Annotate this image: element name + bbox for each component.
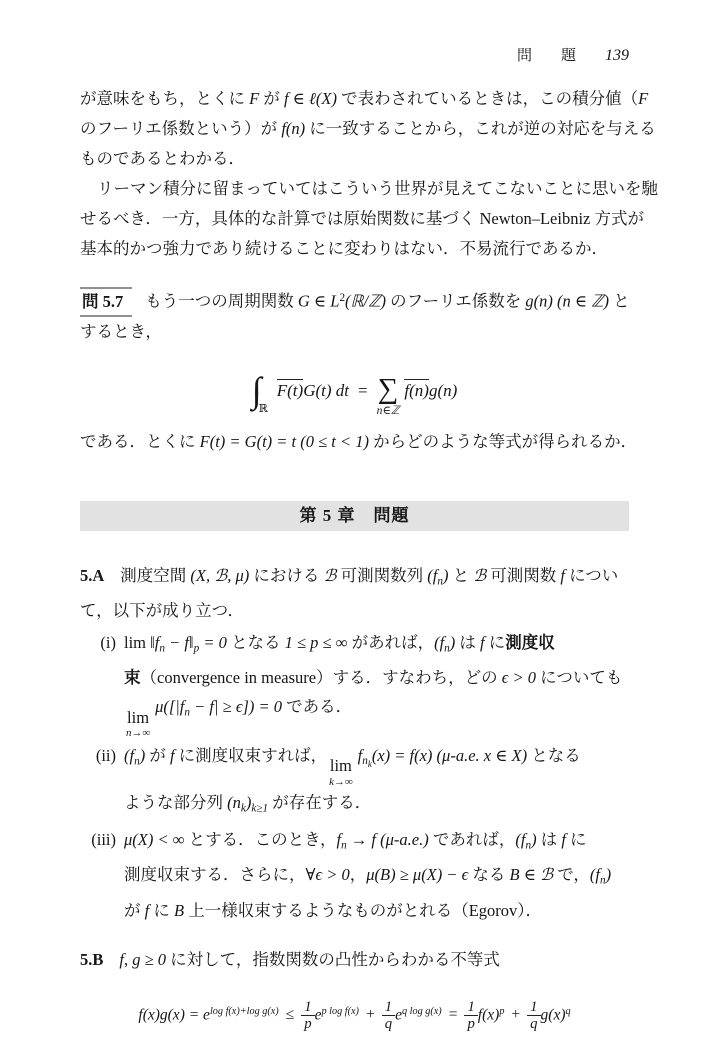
sup-seg: log f(x)+log g(x) xyxy=(209,1005,279,1017)
sup-seg: p xyxy=(499,1005,505,1017)
bold-seg: 測度収 xyxy=(505,632,555,652)
math-seg: ‖f xyxy=(150,632,160,652)
chapter-heading xyxy=(80,501,629,531)
jp-seg: せるべき．一方，具体的な計算では原始関数に基づく xyxy=(80,209,480,228)
paragraph-after-equation xyxy=(80,427,638,457)
fraction xyxy=(464,999,477,1032)
math-seg: g(n) (n ∈ ℤ) xyxy=(525,291,610,311)
integral-domain: ℝ xyxy=(258,402,268,415)
sup-seg: q log g(x) xyxy=(401,1005,442,1017)
math-seg: (ℝ/ℤ) xyxy=(345,291,386,311)
fraction-denominator: q xyxy=(530,1016,538,1033)
problem-5a-label: 5.A xyxy=(80,565,105,585)
jp-seg: が意味をもち，とくに xyxy=(80,89,250,108)
plus-sign: + xyxy=(511,1006,521,1024)
math-seg: f xyxy=(480,632,485,652)
item-ii-label: (ii) xyxy=(95,745,116,765)
text-line xyxy=(124,896,629,925)
math-seg: ϵ > 0 xyxy=(501,668,537,688)
math-seg: f xyxy=(561,829,566,849)
math-seg: μ(X) < ∞ xyxy=(124,829,185,849)
math-seg: G(t) dt xyxy=(303,380,349,400)
math-seg: (f xyxy=(515,829,526,849)
summation xyxy=(376,373,400,417)
jp-seg: につい xyxy=(565,565,619,585)
sub-seg xyxy=(362,755,372,770)
jp-seg: は xyxy=(536,829,562,849)
text-line xyxy=(80,174,658,204)
item-iii-body xyxy=(124,825,629,925)
item-i-body xyxy=(124,628,629,739)
sub-seg: k≥1 xyxy=(251,801,269,814)
text-line xyxy=(80,596,629,626)
jp-seg: となる xyxy=(527,745,581,765)
math-seg: f xyxy=(336,829,342,849)
jp-seg: 測度収束する．さらに， xyxy=(124,865,306,885)
fraction-denominator: q xyxy=(384,1016,393,1033)
sub-seg: n xyxy=(599,874,606,887)
problem-5a xyxy=(80,561,629,626)
limit-stack xyxy=(126,707,151,740)
sub-seg: n xyxy=(184,706,191,719)
math-seg: − f| ≥ ϵ]) = 0 xyxy=(190,697,283,717)
math-seg: e xyxy=(314,1006,322,1024)
math-seg: e xyxy=(395,1006,402,1024)
math-seg: ) xyxy=(449,632,456,652)
text-line xyxy=(80,317,629,347)
equals-sign: = xyxy=(357,380,368,400)
chapter-title: 第 5 章 問題 xyxy=(299,505,410,525)
math-seg: ) xyxy=(605,865,612,885)
text-line xyxy=(80,204,644,234)
math-seg: g(x) xyxy=(540,1006,566,1024)
problem-5b-label: 5.B xyxy=(80,949,104,969)
overline-term: F(t) xyxy=(276,380,304,400)
sum-index: n∈ℤ xyxy=(376,404,400,417)
math-seg: (x) = f(x) (μ-a.e. x ∈ X) xyxy=(371,745,528,765)
latin-seg: Egorov xyxy=(468,900,518,920)
jp-seg: が xyxy=(124,900,145,920)
jp-seg: ， xyxy=(349,865,367,885)
item-ii-body xyxy=(124,741,629,823)
math-seg: (f xyxy=(434,632,445,652)
latin-seg: lim xyxy=(124,632,151,652)
text-line xyxy=(124,663,629,692)
bold-seg: 束 xyxy=(124,668,141,688)
math-seg: G ∈ L xyxy=(297,291,340,311)
sub-seg: n xyxy=(444,642,450,655)
jp-seg: （ xyxy=(140,668,157,688)
jp-seg: ）する．すなわち，どの xyxy=(316,668,502,688)
math-seg: μ(B) ≥ μ(X) − ϵ xyxy=(366,865,469,885)
math-seg: f xyxy=(357,745,363,765)
math-seg: f(x) xyxy=(477,1006,500,1024)
lim-symbol: lim xyxy=(127,707,150,727)
math-seg: f(x)g(x) = e xyxy=(138,1006,210,1024)
text-line xyxy=(124,860,629,895)
jp-seg: についても xyxy=(536,668,623,688)
jp-seg: 方式が xyxy=(590,209,644,228)
math-seg: f, g ≥ 0 xyxy=(119,949,167,969)
fraction-numerator: 1 xyxy=(301,999,314,1016)
math-seg: f xyxy=(169,745,175,765)
sub-seg: n xyxy=(159,642,165,655)
page-header xyxy=(80,44,629,64)
sup-seg: q xyxy=(565,1005,571,1017)
item-i-label: (i) xyxy=(100,632,116,652)
text-line xyxy=(80,427,638,457)
jp-seg: があれば， xyxy=(347,632,435,652)
fraction xyxy=(527,999,540,1032)
problem-5-7 xyxy=(80,283,629,347)
jp-seg: ような部分列 xyxy=(124,792,228,812)
item-ii xyxy=(80,741,629,823)
sup-seg: p log f(x) xyxy=(321,1005,359,1017)
jp-seg: 基本的かつ強力であり続けることに変わりはない．不易流行であるか． xyxy=(80,239,608,258)
text-line xyxy=(124,825,629,860)
fraction-numerator: 1 xyxy=(464,999,477,1016)
text-line xyxy=(80,144,629,174)
sub-seg: n xyxy=(341,839,347,852)
text-line xyxy=(124,628,629,663)
text-line xyxy=(80,114,656,144)
integral-sign: ∫ xyxy=(251,369,262,410)
text-line xyxy=(80,234,629,264)
jp-seg: で， xyxy=(553,865,590,885)
fraction-denominator: p xyxy=(304,1016,312,1033)
fraction xyxy=(382,999,395,1032)
jp-seg: リーマン積分に留まっていてはこういう世界が見えてこないことに思いを馳 xyxy=(97,179,658,198)
paragraph-2 xyxy=(80,174,658,264)
jp-seg: が xyxy=(259,89,284,108)
jp-seg: が xyxy=(145,745,170,765)
problem-5-7-label: 問 5.7 xyxy=(80,287,132,317)
jp-seg: が存在する． xyxy=(268,792,372,812)
sub-seg: k xyxy=(240,801,246,814)
jp-seg: するとき， xyxy=(80,321,162,341)
fraction-denominator: p xyxy=(467,1016,475,1033)
jp-seg: なる xyxy=(468,865,510,885)
text-line xyxy=(124,741,629,788)
text-line xyxy=(124,692,629,739)
text-line xyxy=(80,561,629,596)
sub-seg: n xyxy=(437,574,443,587)
math-seg: 1 ≤ p ≤ ∞ xyxy=(284,632,348,652)
equals-sign: = xyxy=(448,1006,458,1024)
math-seg: f ∈ ℓ(X) xyxy=(283,89,337,108)
math-seg: B xyxy=(173,900,185,920)
jp-seg: である．とくに xyxy=(80,431,200,451)
paragraph-1 xyxy=(80,84,656,174)
lim-index: k→∞ xyxy=(329,775,353,788)
jp-seg: となる xyxy=(226,632,285,652)
text-line xyxy=(80,945,629,975)
lim-symbol: lim xyxy=(329,756,352,776)
math-seg: ) xyxy=(139,745,146,765)
math-seg: F xyxy=(249,89,260,108)
math-seg: f(n) xyxy=(281,119,306,138)
jp-seg: で表わされているときは，この積分値（ xyxy=(336,89,639,108)
lim-index: n→∞ xyxy=(126,727,151,740)
overline-term: f(n) xyxy=(404,380,429,400)
jp-seg: のフーリエ係数を xyxy=(385,291,526,311)
math-seg: ) xyxy=(531,829,537,849)
jp-seg: であれば， xyxy=(428,829,516,849)
math-seg: ) xyxy=(442,565,449,585)
item-iii xyxy=(80,825,629,925)
jp-seg: からどのような等式が得られるか． xyxy=(369,431,638,451)
math-seg: (n xyxy=(227,792,241,812)
sub-seg: p xyxy=(193,642,200,655)
sub-base: n xyxy=(362,755,368,768)
math-seg: ℬ xyxy=(323,565,337,585)
item-iii-label: (iii) xyxy=(91,829,116,849)
jp-seg: のフーリエ係数という）が xyxy=(80,119,282,138)
leq-sign: ≤ xyxy=(285,1006,295,1024)
sub-seg: n xyxy=(525,839,532,852)
jp-seg: は xyxy=(455,632,481,652)
limit-stack xyxy=(329,758,352,787)
jp-seg: に対して，指数関数の凸性からわかる不等式 xyxy=(166,949,500,969)
text-line xyxy=(80,84,649,114)
math-seg: g(n) xyxy=(428,380,458,400)
equation-young-inequality xyxy=(80,990,629,1034)
jp-seg: 可測関数 xyxy=(486,565,561,585)
jp-seg: に xyxy=(149,900,174,920)
math-seg: = 0 xyxy=(199,632,227,652)
math-seg: μ([|f xyxy=(155,697,185,717)
math-seg: − f‖ xyxy=(164,632,194,652)
problem-5b xyxy=(80,945,629,975)
latin-seg: Newton–Leibniz xyxy=(479,209,591,228)
plus-sign: + xyxy=(365,1006,375,1024)
jp-seg: に xyxy=(565,829,587,849)
jp-seg: 可測関数列 xyxy=(336,565,428,585)
item-i xyxy=(80,628,629,739)
text-line xyxy=(80,283,629,317)
jp-seg: における xyxy=(249,565,324,585)
fraction-numerator: 1 xyxy=(527,999,540,1016)
math-seg: F(t) = G(t) = t (0 ≤ t < 1) xyxy=(199,431,370,451)
page-number: 139 xyxy=(605,47,629,64)
math-seg: (f xyxy=(124,745,135,765)
jp-seg: と xyxy=(448,565,474,585)
jp-seg: もう一つの周期関数 xyxy=(145,291,298,311)
math-seg: → f (μ-a.e.) xyxy=(346,829,429,849)
jp-seg: に xyxy=(484,632,506,652)
math-seg: f xyxy=(560,565,566,585)
jp-seg: 測度空間 xyxy=(120,565,191,585)
jp-seg: て，以下が成り立つ． xyxy=(80,600,245,620)
fraction xyxy=(301,999,314,1032)
math-seg: (X, ℬ, μ) xyxy=(190,565,250,585)
math-seg: F xyxy=(638,89,649,108)
fraction-numerator: 1 xyxy=(382,999,395,1016)
latin-seg: convergence in measure xyxy=(157,668,317,688)
sub-sub-seg: k xyxy=(367,759,372,770)
sum-sign: ∑ xyxy=(377,373,399,406)
math-seg: f xyxy=(144,900,150,920)
jp-seg: ものであるとわかる． xyxy=(80,149,245,168)
jp-seg: とする．このとき， xyxy=(184,829,337,849)
equation-parseval xyxy=(80,362,629,418)
jp-seg: に測度収束すれば， xyxy=(174,745,328,765)
math-seg: (f xyxy=(589,865,600,885)
math-seg: ℬ xyxy=(473,565,487,585)
jp-seg: である． xyxy=(282,697,353,717)
math-seg: ) xyxy=(245,792,252,812)
running-title: 問 題 xyxy=(516,48,583,64)
math-seg: B ∈ ℬ xyxy=(509,865,554,885)
math-seg: (f xyxy=(427,565,438,585)
sub-seg: n xyxy=(134,755,140,768)
sup-seg: 2 xyxy=(339,292,346,304)
jp-seg: に一致することから，これが逆の対応を与える xyxy=(305,119,656,138)
jp-seg: 上一様収束するようなものがとれる（ xyxy=(184,900,469,920)
jp-seg: と xyxy=(609,291,630,311)
math-seg: ∀ϵ > 0 xyxy=(305,865,350,885)
jp-seg: ）． xyxy=(517,900,543,920)
text-line xyxy=(124,788,629,823)
